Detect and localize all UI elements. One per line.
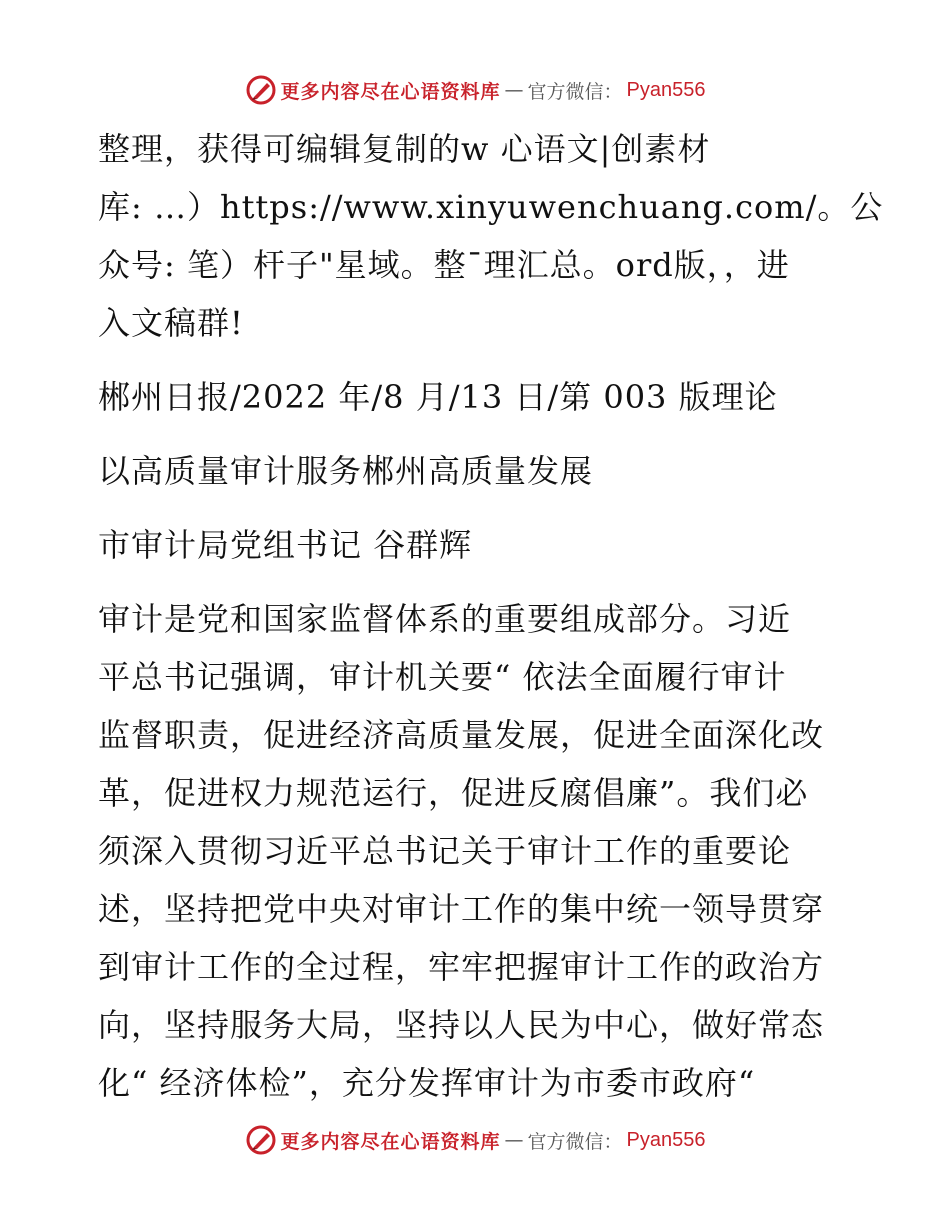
- banner-separator: —: [504, 1129, 524, 1151]
- banner-slogan: 更多内容尽在心语资料库: [280, 80, 501, 103]
- footer-banner: [0, 1120, 950, 1160]
- document-body: [98, 120, 884, 1112]
- intro-line: 众号: 笔）杆子"星域。整¯理汇总。ord版，，进: [98, 246, 790, 284]
- intro-line: 入文稿群!: [98, 304, 244, 342]
- intro-line: 整理，获得可编辑复制的w 心语文|创素材: [98, 130, 711, 168]
- banner-contact-id: Pyan556: [626, 1128, 706, 1151]
- body-line: 到审计工作的全过程，牢牢把握审计工作的政治方: [98, 948, 825, 986]
- body-line: 向，坚持服务大局，坚持以人民为中心，做好常态: [98, 1006, 825, 1044]
- intro-line: 库: …）https://www.xinyuwenchuang.com/。公: [98, 188, 884, 226]
- banner-separator: —: [504, 79, 524, 101]
- spacer: [98, 352, 858, 368]
- body-line: 平总书记强调，审计机关要“ 依法全面履行审计: [98, 658, 787, 696]
- body-line: 须深入贯彻习近平总书记关于审计工作的重要论: [98, 832, 792, 870]
- body-line: 革，促进权力规范运行，促进反腐倡廉”。我们必: [98, 774, 809, 812]
- header-banner: [0, 70, 950, 110]
- spacer: [98, 426, 858, 442]
- body-line: 述，坚持把党中央对审计工作的集中统一领导贯穿: [98, 890, 825, 928]
- spacer: [98, 574, 858, 590]
- body-line: 化“ 经济体检”，充分发挥审计为市委市政府“: [98, 1064, 756, 1102]
- pen-logo-icon: [245, 74, 277, 106]
- banner-contact-label: 官方微信：: [527, 1130, 623, 1153]
- body-line: 审计是党和国家监督体系的重要组成部分。习近: [98, 600, 792, 638]
- banner-contact-id: Pyan556: [626, 78, 706, 101]
- banner-slogan: 更多内容尽在心语资料库: [280, 1130, 501, 1153]
- source-line: 郴州日报/2022 年/8 月/13 日/第 003 版理论: [98, 378, 778, 416]
- pen-logo-icon: [245, 1124, 277, 1156]
- author-line: 市审计局党组书记 谷群辉: [98, 526, 473, 564]
- article-title: 以高质量审计服务郴州高质量发展: [98, 452, 594, 490]
- spacer: [98, 500, 858, 516]
- body-line: 监督职责，促进经济高质量发展，促进全面深化改: [98, 716, 825, 754]
- banner-contact-label: 官方微信：: [527, 80, 623, 103]
